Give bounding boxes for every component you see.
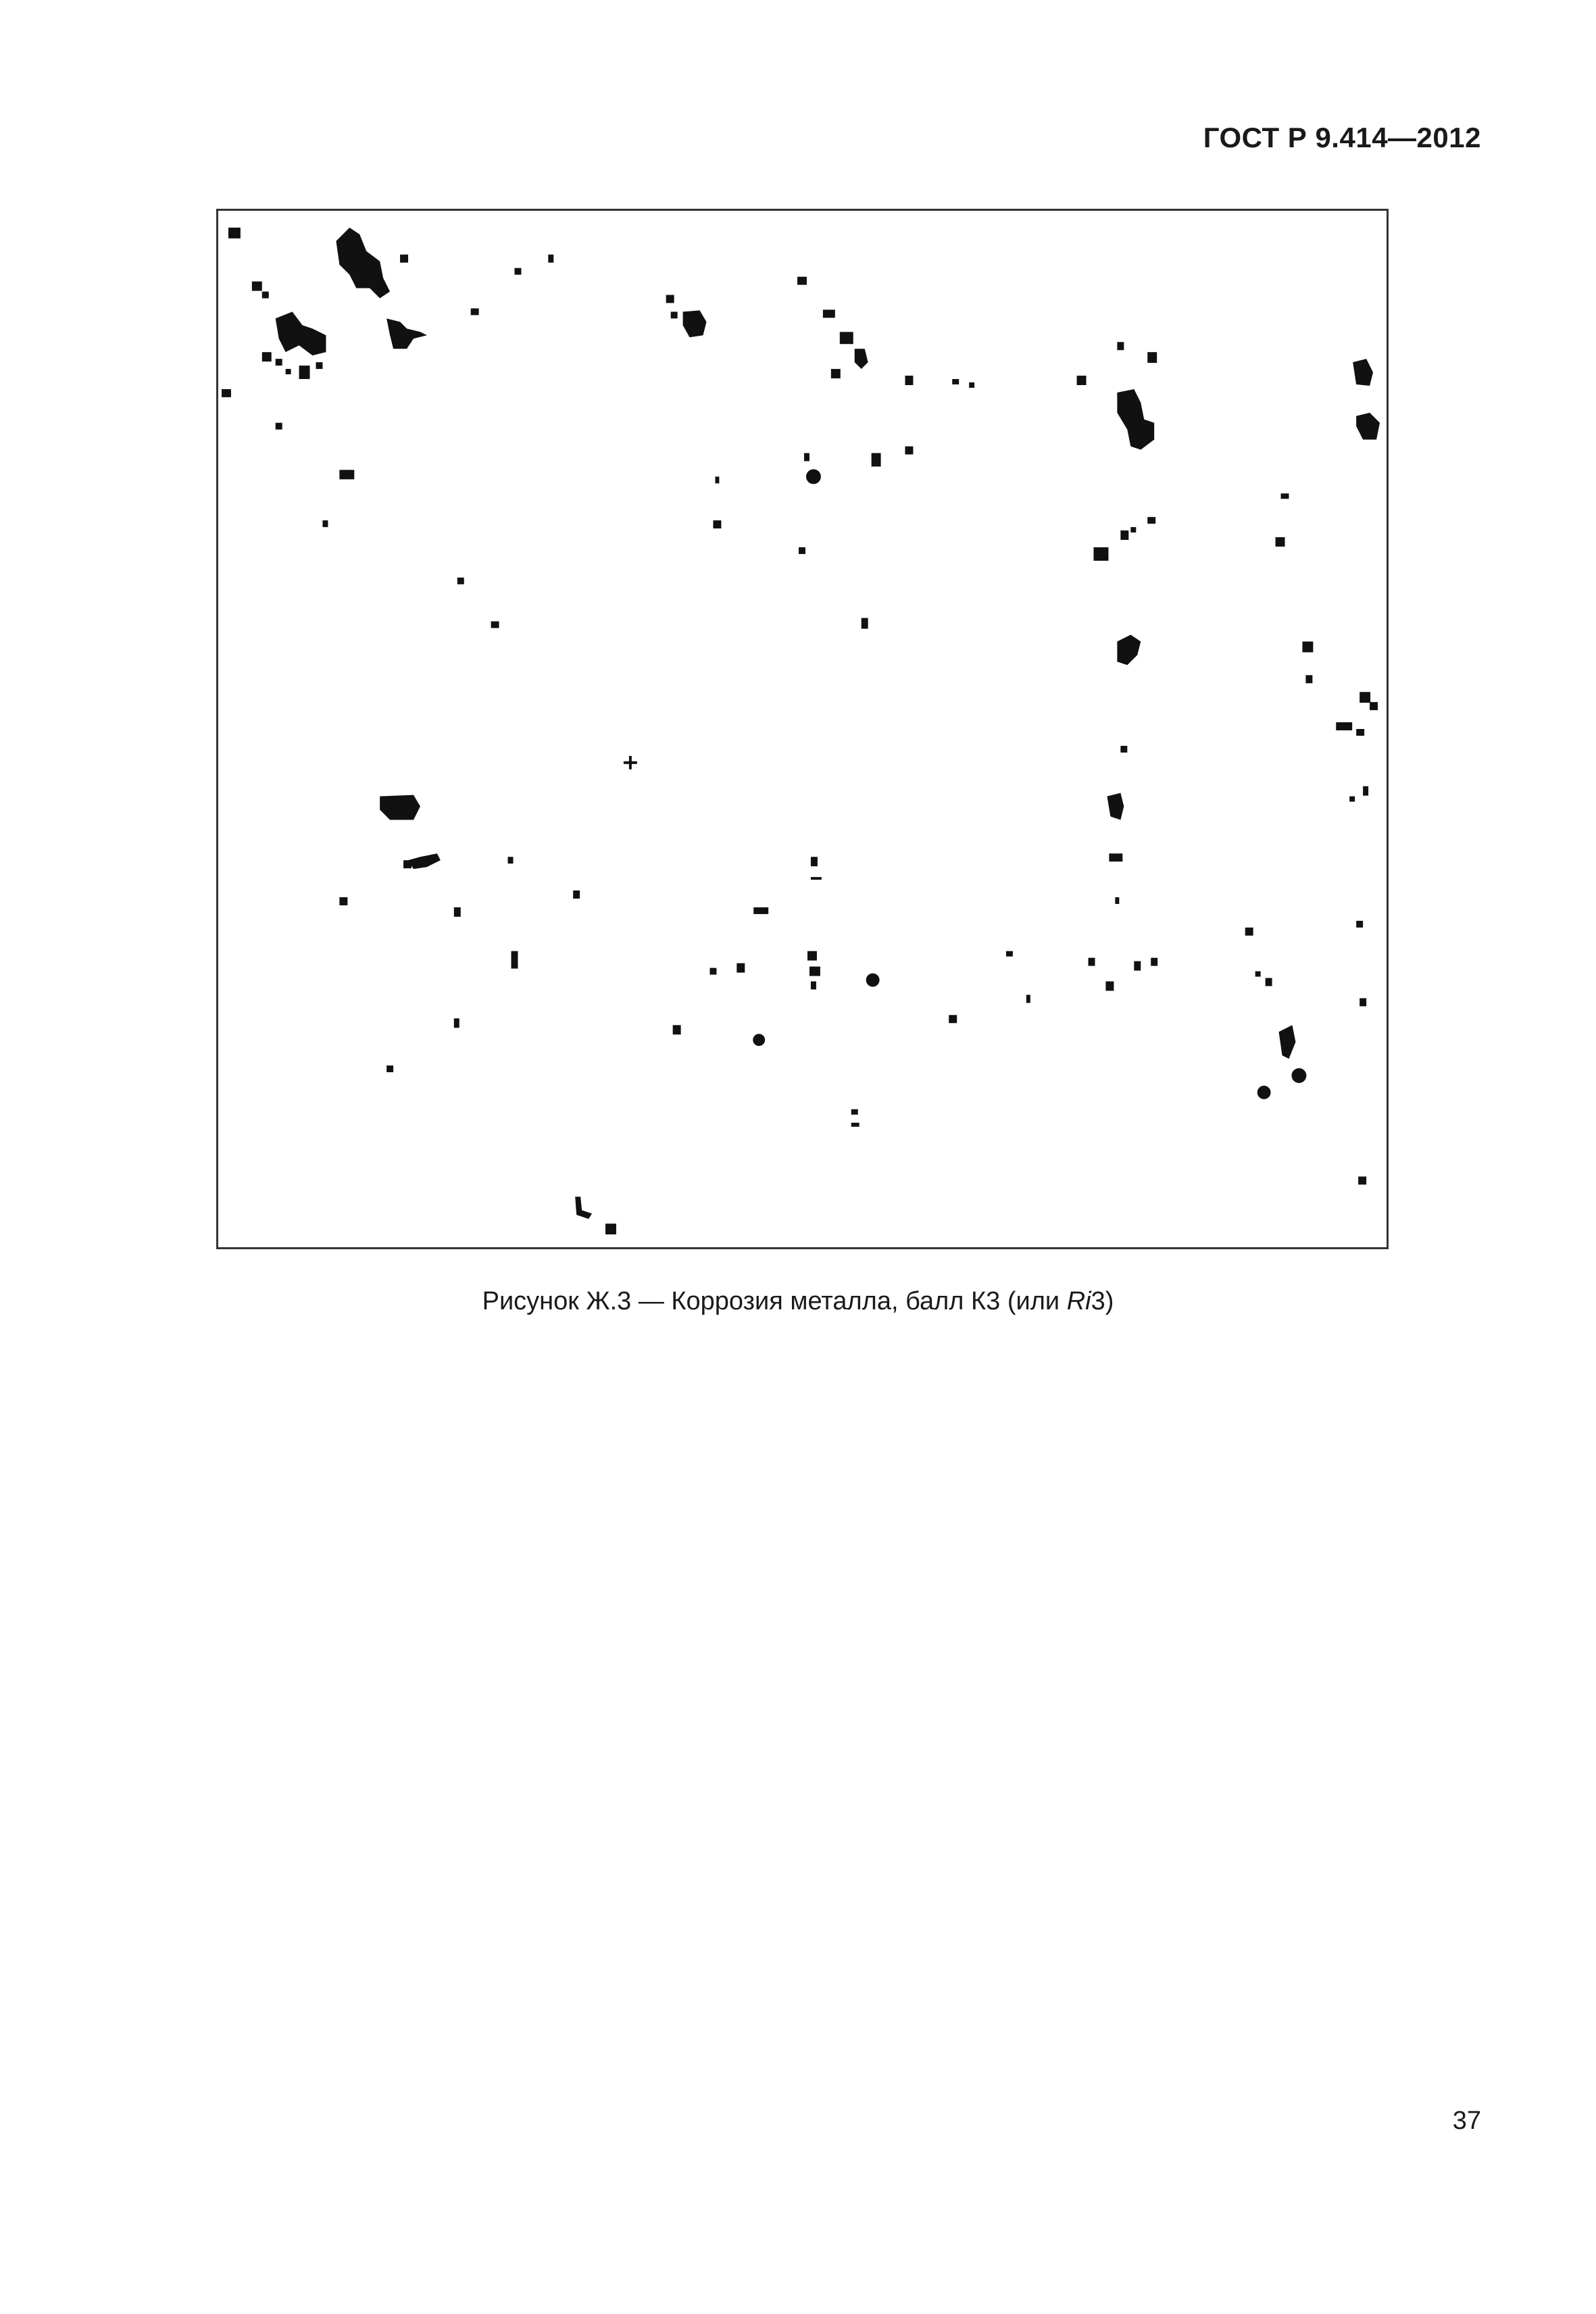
corrosion-spot (1006, 951, 1013, 957)
corrosion-spot-cluster (380, 795, 420, 820)
figure-caption (0, 1287, 1596, 1316)
corrosion-spot (400, 255, 408, 263)
corrosion-spot (454, 1018, 459, 1028)
corrosion-spot (1363, 786, 1368, 796)
corrosion-spot (1147, 517, 1155, 524)
corrosion-spot (1120, 746, 1127, 753)
corrosion-spot (1109, 853, 1122, 861)
corrosion-spot (403, 860, 412, 868)
corrosion-spot (454, 907, 461, 917)
corrosion-spot (386, 1065, 393, 1072)
corrosion-spot (1305, 675, 1312, 683)
corrosion-spot (299, 366, 310, 379)
corrosion-spot (1360, 998, 1366, 1006)
corrosion-spot (811, 877, 822, 880)
corrosion-spots (218, 211, 1387, 1247)
corrosion-spot (851, 1109, 858, 1115)
corrosion-spot-cluster (1117, 389, 1154, 450)
corrosion-spot (1291, 1068, 1306, 1083)
corrosion-spot (286, 369, 291, 374)
corrosion-spot (1094, 547, 1109, 561)
corrosion-spot-cluster (386, 318, 427, 349)
corrosion-spot (673, 1025, 681, 1034)
corrosion-spot (1077, 376, 1087, 385)
corrosion-spot (753, 1034, 765, 1046)
corrosion-spot (575, 1197, 592, 1219)
corrosion-spot (811, 857, 818, 866)
corrosion-spot (1117, 342, 1124, 350)
corrosion-spot (713, 520, 721, 528)
corrosion-figure (216, 209, 1389, 1249)
corrosion-spot (1255, 972, 1261, 977)
corrosion-spot (753, 907, 768, 914)
corrosion-spot (1356, 921, 1363, 928)
corrosion-spot (1026, 995, 1030, 1003)
corrosion-spot (862, 618, 868, 629)
corrosion-spot (715, 476, 719, 483)
corrosion-spot (949, 1015, 957, 1023)
corrosion-spot (339, 470, 354, 480)
corrosion-spot (573, 890, 580, 899)
corrosion-spot (1120, 530, 1128, 540)
corrosion-spot (737, 963, 745, 973)
corrosion-spot-cluster (1279, 1025, 1296, 1059)
corrosion-spot (222, 389, 231, 397)
corrosion-spot (1360, 692, 1370, 703)
corrosion-spot (316, 362, 322, 369)
corrosion-spot-cluster (276, 311, 326, 355)
corrosion-spot (276, 423, 282, 430)
corrosion-spot-cluster (1117, 635, 1141, 665)
corrosion-spot (252, 282, 262, 291)
corrosion-spot (1134, 961, 1141, 971)
corrosion-spot (709, 968, 716, 975)
corrosion-spot (262, 292, 269, 299)
figure-caption-prefix: Рисунок Ж.3 — Коррозия металла, балл К3 (или (482, 1287, 1067, 1315)
corrosion-spot (1349, 797, 1355, 802)
corrosion-spot (511, 951, 518, 969)
corrosion-spot (840, 332, 853, 344)
corrosion-spot (322, 520, 328, 527)
corrosion-spot (804, 453, 809, 461)
corrosion-spot (969, 382, 974, 388)
corrosion-spot (262, 352, 272, 361)
corrosion-spot (823, 309, 835, 318)
corrosion-spot (1107, 793, 1124, 820)
corrosion-spot (508, 857, 514, 863)
corrosion-spot (1356, 413, 1380, 440)
corrosion-spot (807, 951, 817, 961)
corrosion-spot (952, 379, 959, 384)
corrosion-spot (799, 547, 805, 554)
corrosion-spot (1130, 527, 1136, 532)
corrosion-spot (624, 761, 637, 764)
corrosion-spot (1281, 493, 1289, 499)
corrosion-spot (1276, 537, 1285, 547)
corrosion-spot-cluster (336, 228, 390, 299)
corrosion-spot (1370, 702, 1378, 710)
corrosion-spot (1151, 958, 1157, 966)
corrosion-spot (666, 295, 674, 303)
corrosion-spot (276, 359, 282, 366)
corrosion-spot (1257, 1086, 1271, 1099)
figure-caption-italic: Ri (1066, 1287, 1091, 1315)
corrosion-spot (1115, 897, 1119, 904)
page-header-standard-code: ГОСТ Р 9.414—2012 (1203, 122, 1481, 153)
corrosion-spot (1353, 359, 1373, 386)
corrosion-spot (1147, 352, 1157, 363)
corrosion-spot (1356, 729, 1364, 736)
corrosion-spot (605, 1224, 616, 1234)
corrosion-spot (491, 622, 499, 628)
figure-caption-suffix: 3) (1091, 1287, 1114, 1315)
corrosion-spot (905, 447, 913, 455)
corrosion-spot (514, 268, 521, 275)
corrosion-spot (831, 369, 841, 378)
corrosion-spot (471, 308, 479, 315)
corrosion-spot (806, 470, 821, 484)
corrosion-spot (855, 349, 868, 369)
corrosion-spot (851, 1123, 859, 1127)
corrosion-spot (1245, 928, 1253, 936)
corrosion-spot (1302, 642, 1313, 653)
corrosion-spot (1358, 1176, 1366, 1184)
corrosion-spot (905, 376, 913, 385)
corrosion-spot-cluster (683, 310, 707, 337)
corrosion-spot (339, 897, 347, 905)
corrosion-spot (809, 967, 820, 976)
corrosion-spot (548, 255, 553, 263)
corrosion-spot (1089, 958, 1095, 966)
corrosion-spot (671, 311, 678, 318)
corrosion-spot (457, 578, 464, 584)
corrosion-spot (1336, 722, 1352, 730)
corrosion-spot (811, 982, 816, 990)
corrosion-spot (1266, 978, 1272, 986)
corrosion-spot (866, 974, 880, 987)
corrosion-spot (408, 853, 441, 869)
corrosion-spot (228, 228, 241, 238)
page-number: 37 (1452, 2107, 1481, 2135)
corrosion-spot (872, 453, 881, 467)
corrosion-spot (797, 277, 807, 285)
corrosion-spot (1105, 982, 1114, 991)
